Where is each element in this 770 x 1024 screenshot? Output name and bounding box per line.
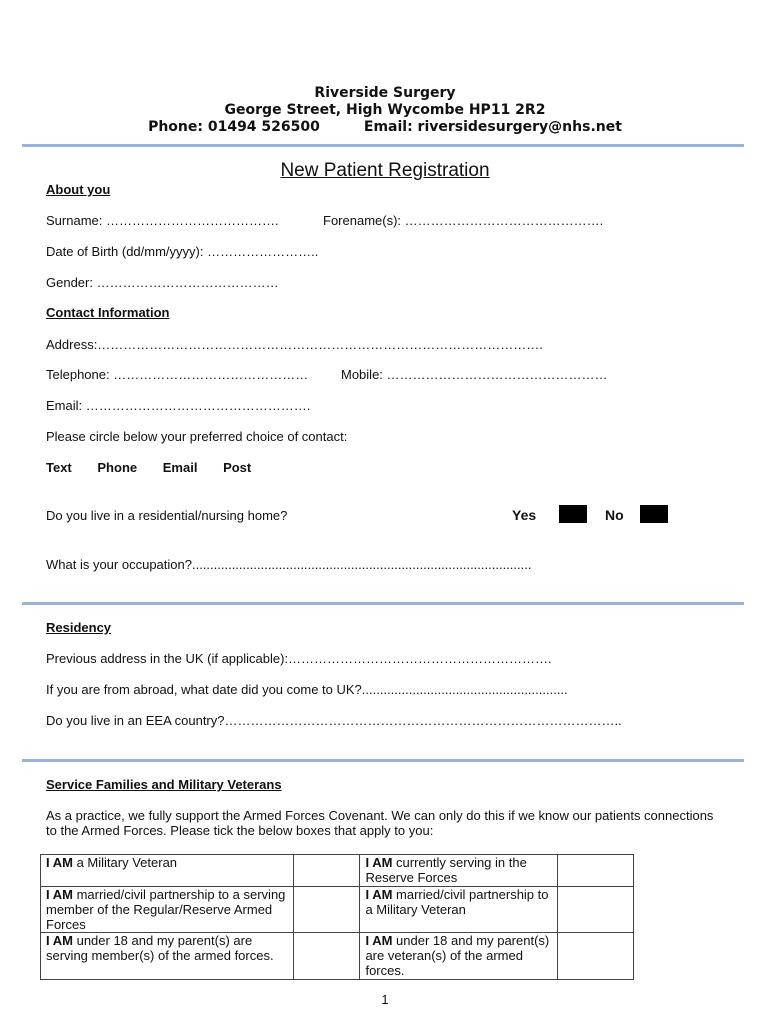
section-divider: [22, 602, 744, 605]
practice-name: Riverside Surgery: [314, 85, 456, 101]
practice-contact-line: [0, 119, 770, 135]
previous-address-field[interactable]: Previous address in the UK (if applicable):…………………………………………………….: [46, 651, 552, 666]
gender-field[interactable]: Gender: ……………………………………: [46, 275, 279, 290]
about-heading: About you: [46, 182, 111, 197]
military-table: [40, 854, 634, 980]
table-cell: I AM a Military Veteran: [41, 855, 294, 887]
occupation-field[interactable]: What is your occupation?..............................................................................................: [46, 557, 532, 572]
practice-address: George Street, High Wycombe HP11 2R2: [224, 102, 546, 118]
dob-field[interactable]: Date of Birth (dd/mm/yyyy): ……………………..: [46, 244, 319, 259]
contact-option-text[interactable]: Text: [46, 460, 72, 475]
tick-box[interactable]: [293, 933, 360, 980]
contact-option-email[interactable]: Email: [162, 460, 198, 475]
tick-box[interactable]: [293, 887, 360, 933]
table-row: [41, 933, 634, 980]
tick-box[interactable]: [558, 887, 634, 933]
forenames-field[interactable]: Forename(s): ……………………………………….: [323, 213, 604, 228]
military-intro: As a practice, we fully support the Armed Forces Covenant. We can only do this if we know our patients connections to the Armed Forces. Please tick the below boxes that apply to you:: [46, 808, 714, 838]
residency-heading: Residency: [46, 620, 112, 635]
table-cell: I AM under 18 and my parent(s) are serving member(s) of the armed forces.: [41, 933, 294, 980]
yes-label: Yes: [512, 507, 537, 523]
contact-preference-prompt: Please circle below your preferred choice of contact:: [46, 429, 348, 444]
page-number: 1: [381, 992, 389, 1007]
table-cell: I AM currently serving in the Reserve Forces: [360, 855, 558, 887]
contact-heading: Contact Information: [46, 305, 170, 320]
contact-option-phone[interactable]: Phone: [97, 460, 138, 475]
military-heading: Service Families and Military Veterans: [46, 777, 282, 792]
practice-email: Email: riversidesurgery@nhs.net: [363, 119, 622, 135]
contact-options: [46, 460, 273, 475]
table-cell: I AM under 18 and my parent(s) are veteran(s) of the armed forces.: [360, 933, 558, 980]
address-field[interactable]: Address:………………………………………………………………………………………….: [46, 337, 543, 352]
no-label: No: [605, 507, 624, 523]
tick-box[interactable]: [558, 933, 634, 980]
table-cell: I AM married/civil partnership to a Military Veteran: [360, 887, 558, 933]
yes-checkbox[interactable]: [559, 505, 587, 523]
tick-box[interactable]: [558, 855, 634, 887]
table-row: [41, 855, 634, 887]
nursing-home-question: Do you live in a residential/nursing home?: [46, 508, 288, 523]
mobile-field[interactable]: Mobile: ……………………………………………: [341, 367, 608, 382]
abroad-date-field[interactable]: If you are from abroad, what date did you come to UK?.........................................................: [46, 682, 568, 697]
practice-phone: Phone: 01494 526500: [148, 119, 320, 135]
tick-box[interactable]: [293, 855, 360, 887]
no-checkbox[interactable]: [640, 505, 668, 523]
eea-field[interactable]: Do you live in an EEA country?………………………………………………………………………………..: [46, 713, 622, 728]
contact-option-post[interactable]: Post: [223, 460, 252, 475]
table-row: [41, 887, 634, 933]
section-divider: [22, 759, 744, 762]
email-field[interactable]: Email: …………………………………………….: [46, 398, 311, 413]
header-divider: [22, 144, 744, 147]
surname-field[interactable]: Surname: ………………………………….: [46, 213, 279, 228]
table-cell: I AM married/civil partnership to a serving member of the Regular/Reserve Armed Forces: [41, 887, 294, 933]
telephone-field[interactable]: Telephone: ………………………………………: [46, 367, 309, 382]
form-title: New Patient Registration: [280, 160, 490, 181]
